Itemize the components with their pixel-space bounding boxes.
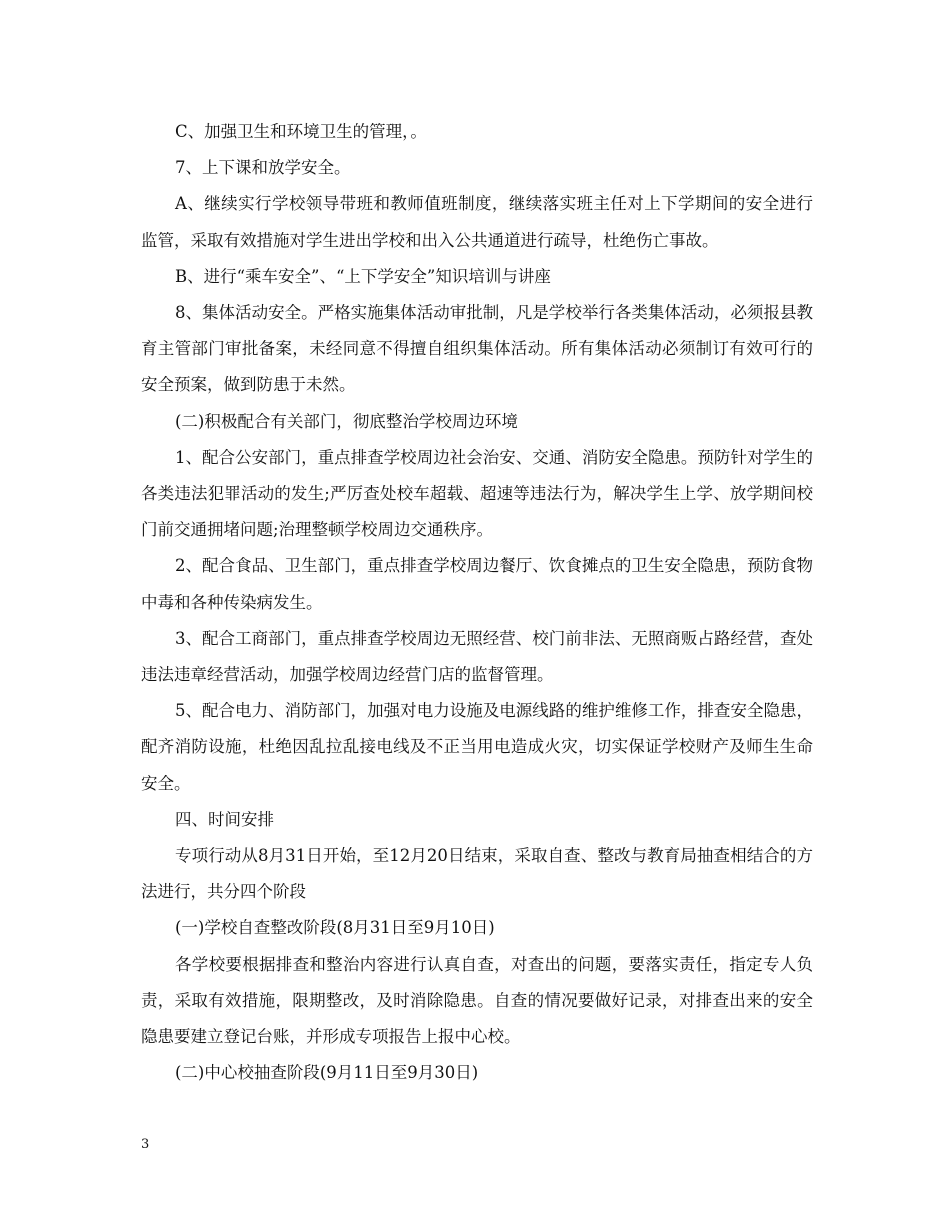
paragraph-food-health-cooperation: 2、配合食品、卫生部门，重点排查学校周边餐厅、饮食摊点的卫生安全隐患，预防食物中毒和各种传染病发生。 bbox=[141, 556, 813, 612]
paragraph-hygiene-management: C、加强卫生和环境卫生的管理，。 bbox=[175, 122, 427, 141]
paragraph-safety-training: B、进行“乘车安全”、“上下学安全”知识培训与讲座 bbox=[175, 266, 551, 286]
paragraph-phase-one-details: 各学校要根据排查和整治内容进行认真自查，对查出的问题，要落实责任，指定专人负责，采取有效措施，限期整改，及时消除隐患。自查的情况要做好记录，对排查出来的安全隐患要建立登记台账，并形成专项报告上报中心校。 bbox=[141, 954, 813, 1047]
document-body bbox=[141, 114, 813, 1091]
paragraph-section-heading-schedule: 四、时间安排 bbox=[175, 809, 274, 829]
paragraph-schedule-overview: 专项行动从8月31日开始，至12月20日结束，采取自查、整改与教育局抽查相结合的方法进行，共分四个阶段 bbox=[141, 846, 813, 902]
paragraph-teacher-duty-system: A、继续实行学校领导带班和教师值班制度，继续落实班主任对上下学期间的安全进行监管，采取有效措施对学生进出学校和出入公共通道进行疏导，杜绝伤亡事故。 bbox=[141, 194, 813, 250]
paragraph-phase-two-heading: (二)中心校抽查阶段(9月11日至9月30日) bbox=[175, 1063, 479, 1083]
page-number: 3 bbox=[141, 1137, 150, 1152]
paragraph-police-cooperation: 1、配合公安部门，重点排查学校周边社会治安、交通、消防安全隐患。预防针对学生的各类违法犯罪活动的发生;严厉查处校车超载、超速等违法行为，解决学生上学、放学期间校门前交通拥堵问题;治理整顿学校周边交通秩序。 bbox=[141, 447, 813, 540]
paragraph-phase-one-heading: (一)学校自查整改阶段(8月31日至9月10日) bbox=[175, 918, 495, 938]
paragraph-group-activity-safety: 8、集体活动安全。严格实施集体活动审批制，凡是学校举行各类集体活动，必须报县教育主管部门审批备案，未经同意不得擅自组织集体活动。所有集体活动必须制订有效可行的安全预案，做到防患于未然。 bbox=[141, 303, 813, 395]
paragraph-business-cooperation: 3、配合工商部门，重点排查学校周边无照经营、校门前非法、无照商贩占路经营，查处违法违章经营活动，加强学校周边经营门店的监督管理。 bbox=[141, 628, 813, 685]
paragraph-section-heading-cooperation: (二)积极配合有关部门，彻底整治学校周边环境 bbox=[175, 411, 518, 431]
paragraph-power-fire-cooperation: 5、配合电力、消防部门，加强对电力设施及电源线路的维护维修工作，排查安全隐患，配齐消防设施，杜绝因乱拉乱接电线及不正当用电造成火灾，切实保证学校财产及师生生命安全。 bbox=[141, 701, 813, 793]
paragraph-class-dismissal-safety: 7、上下课和放学安全。 bbox=[175, 158, 351, 178]
